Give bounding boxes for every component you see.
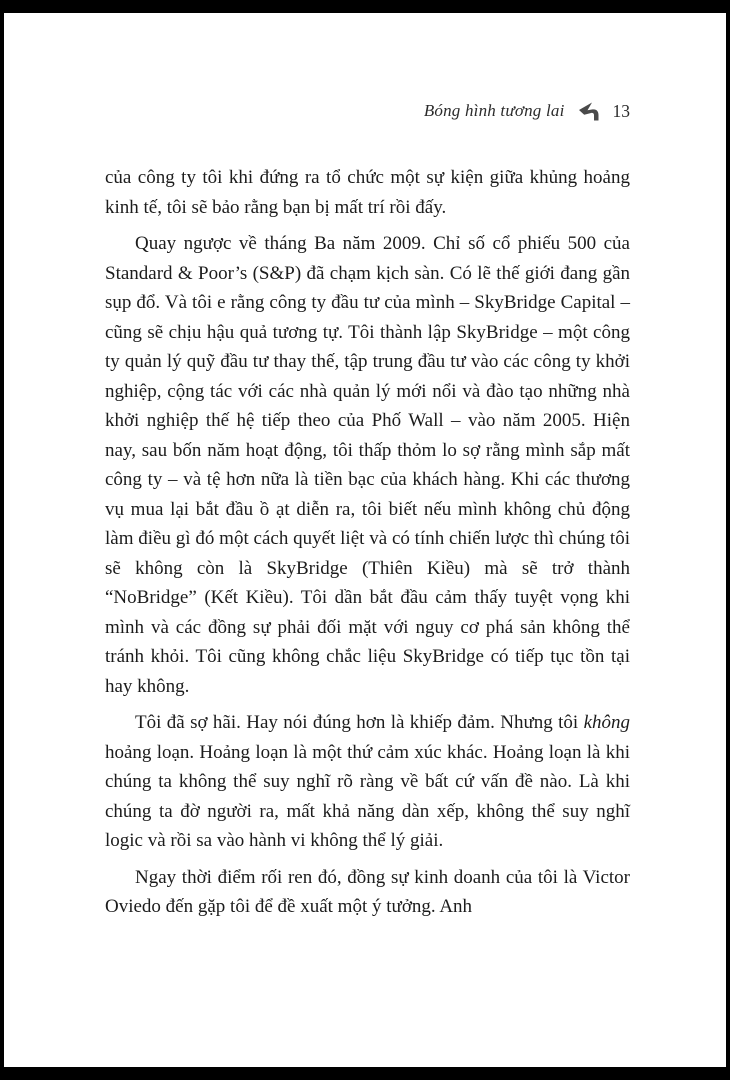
- emphasized-word: không: [583, 712, 630, 733]
- paragraph: Ngay thời điểm rối ren đó, đồng sự kinh doanh của tôi là Victor Oviedo đến gặp tôi để đề xuất một ý tưởng. Anh: [105, 866, 630, 917]
- page-number: 13: [612, 100, 630, 121]
- arrow-logo-icon: [578, 102, 602, 121]
- paragraph-text: hoảng loạn. Hoảng loạn là một thứ cảm xúc khác. Hoảng loạn là khi chúng ta không thể suy nghĩ rõ ràng về bất cứ vấn đề nào. Là khi chúng ta đờ người ra, mất khả năng dàn xếp, không thể suy nghĩ logic và rồi sa vào hành vi không thể lý giải.: [105, 741, 630, 851]
- paragraph-text: Tôi đã sợ hãi. Hay nói đúng hơn là khiếp đảm. Nhưng tôi: [135, 712, 584, 733]
- paragraph: [105, 708, 630, 856]
- page-body: [105, 163, 630, 922]
- paragraph: Quay ngược về tháng Ba năm 2009. Chỉ số cổ phiếu 500 của Standard & Poor’s (S&P) đã chạm kịch sàn. Có lẽ thế giới đang gần sụp đổ. Và tôi e rằng công ty đầu tư của mình – SkyBridge Capital – cũng sẽ chịu hậu quả tương tự. Tôi thành lập SkyBridge – một công ty quản lý quỹ đầu tư thay thế, tập trung đầu tư vào các công ty khởi nghiệp, cộng tác với các nhà quản lý mới nổi và đào tạo những nhà khởi nghiệp thế hệ tiếp theo của Phố Wall – vào năm 2005. Hiện nay, sau bốn năm hoạt động, tôi thấp thỏm lo sợ rằng mình sắp mất công ty – và tệ hơn nữa là tiền bạc của khách hàng. Khi các thương vụ mua lại bắt đầu ồ ạt diễn ra, tôi biết nếu mình không chủ động làm điều gì đó một cách quyết liệt và có tính chiến lược thì chúng tôi sẽ không còn là SkyBridge (Thiên Kiều) mà sẽ trở thành “NoBridge” (Kết Kiều). Tôi dần bắt đầu cảm thấy tuyệt vọng khi mình và các đồng sự phải đối mặt với nguy cơ phá sản không thể tránh khỏi. Tôi cũng không chắc liệu SkyBridge có tiếp tục tồn tại hay không.: [105, 233, 630, 697]
- running-title: Bóng hình tương lai: [423, 101, 565, 120]
- page-header: [4, 99, 630, 123]
- paragraph: của công ty tôi khi đứng ra tổ chức một sự kiện giữa khủng hoảng kinh tế, tôi sẽ bảo rằng bạn bị mất trí rồi đấy.: [105, 167, 630, 218]
